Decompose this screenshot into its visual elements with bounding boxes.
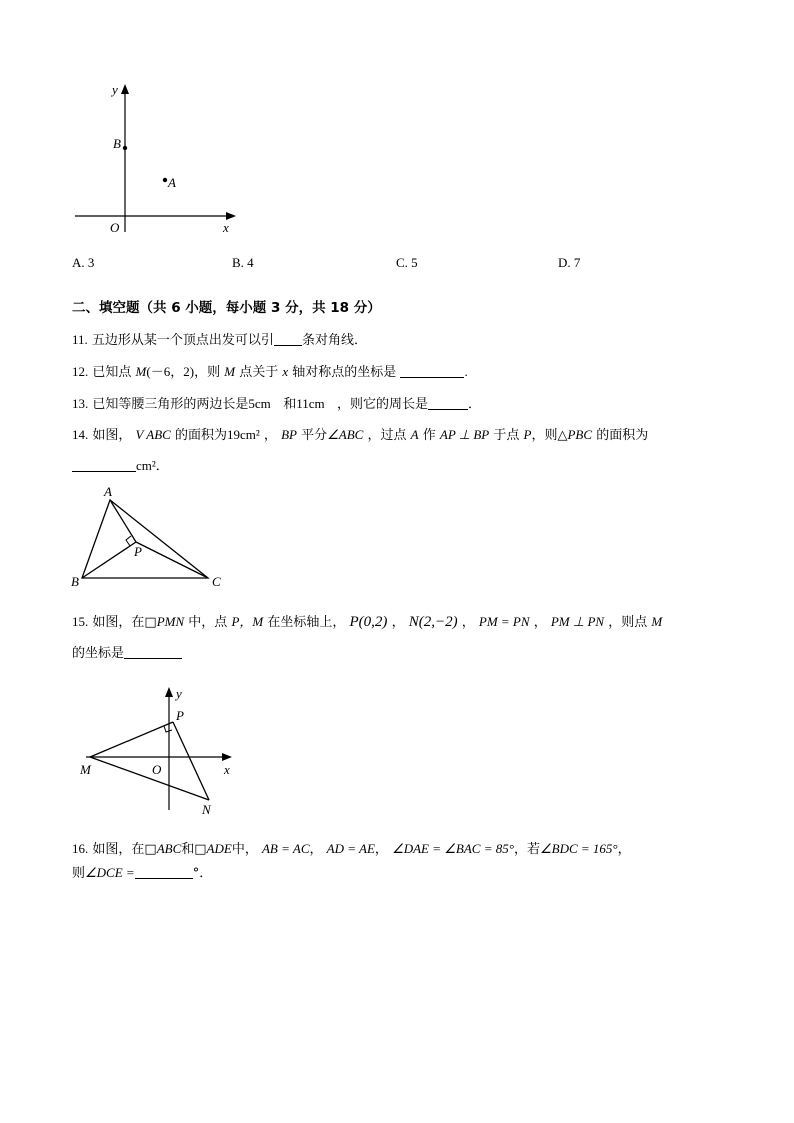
figure-coordinate-points [70, 80, 240, 240]
triangle-abc [82, 500, 208, 578]
question-text: 轴对称点的坐标是 [292, 365, 397, 380]
point-a-label: A [168, 175, 176, 190]
question-number: 14. [72, 427, 89, 442]
origin-label: O [110, 220, 120, 235]
question-text: ， [263, 428, 277, 443]
question-text: 五边形从某一个顶点出发可以引 [91, 333, 274, 348]
question-number: 12. [72, 364, 89, 379]
x-axis-arrow [226, 212, 236, 220]
point-a [163, 178, 167, 182]
answer-blank[interactable] [400, 365, 464, 378]
question-15 [72, 611, 662, 631]
math-term: A [410, 427, 419, 442]
question-text: 作 [422, 428, 436, 443]
y-axis-arrow [165, 687, 173, 697]
section-heading: 二、填空题（共 6 小题，每小题 3 分，共 18 分） [72, 300, 381, 316]
answer-blank[interactable] [135, 866, 193, 879]
label-n: N [202, 802, 211, 817]
question-text: 中， [231, 842, 258, 857]
question-number: 11. [72, 332, 88, 347]
math-term: ∠DAE = ∠BAC = 85° [392, 841, 514, 856]
unit: cm²． [136, 458, 169, 473]
x-label: x [224, 762, 230, 777]
question-text: 的面积为 [174, 428, 227, 443]
question-text: 如图，在□ [92, 842, 157, 857]
math-term: P(0,2) [349, 614, 388, 630]
math-term: V ABC [135, 427, 171, 442]
label-p: P [176, 708, 184, 723]
figure-coordinate-pmn [76, 682, 246, 817]
question-text: 和□ [181, 842, 207, 857]
question-text: 已知点 [92, 365, 132, 380]
label-a: A [104, 484, 112, 499]
label-p: P [134, 544, 142, 559]
math-term: x [282, 364, 289, 379]
math-term: PMN [156, 614, 185, 629]
question-text: 点关于 [239, 365, 279, 380]
label-m: M [80, 762, 91, 777]
label-o: O [152, 762, 162, 777]
math-term: PM ⊥ PN [550, 614, 605, 629]
separator: ， [533, 615, 547, 630]
separator: ， [617, 842, 631, 857]
question-text: 于点 [493, 428, 520, 443]
question-text: ，则△ [531, 428, 568, 443]
math-term: P [523, 427, 532, 442]
separator: ， [461, 615, 475, 630]
option-b[interactable]: B. 4 [232, 255, 254, 270]
math-term: PBC [567, 427, 593, 442]
math-term: 5cm [248, 396, 271, 411]
question-text: 在坐标轴上， [267, 615, 346, 630]
end-mark: ． [468, 397, 482, 412]
math-term: P，M [231, 614, 264, 629]
question-text: 如图，在□ [92, 615, 157, 630]
math-term: ∠ABC [327, 427, 364, 442]
question-text: 的坐标是 [72, 646, 125, 661]
math-term: AP ⊥ BP [439, 427, 490, 442]
question-text: 已知等腰三角形的两边长是 [92, 397, 249, 412]
figure-triangle-abc [68, 482, 238, 592]
question-text: 的面积为 [596, 428, 649, 443]
option-c[interactable]: C. 5 [396, 255, 418, 270]
question-15-cont [72, 642, 182, 661]
y-axis-arrow [121, 84, 129, 94]
question-text: 和 [283, 397, 297, 412]
right-angle-mark [164, 726, 172, 732]
question-14-cont [72, 455, 169, 474]
segment-pc [136, 542, 208, 578]
question-text: 则 [72, 866, 86, 881]
separator: ， [391, 615, 405, 630]
math-term: 11cm [296, 396, 325, 411]
end-mark: °． [192, 866, 213, 881]
question-13 [72, 393, 481, 412]
math-term: ∠DCE = [85, 865, 135, 880]
x-label: x [223, 220, 229, 235]
segment-mn [90, 757, 209, 800]
answer-blank[interactable] [428, 397, 468, 410]
y-label: y [112, 82, 118, 97]
math-term: ∠BDC = 165° [539, 841, 618, 856]
math-term: BP [281, 427, 297, 442]
math-term: AD = AE [326, 841, 375, 856]
label-b: B [71, 574, 79, 589]
x-axis-arrow [222, 753, 232, 761]
question-number: 16. [72, 841, 89, 856]
point-b-label: B [113, 136, 121, 151]
question-text: 中，点 [188, 615, 228, 630]
question-text: 平分 [301, 428, 328, 443]
math-term: ABC [156, 841, 182, 856]
end-mark: . [464, 364, 468, 379]
separator: ， [374, 842, 388, 857]
math-term: M [224, 364, 236, 379]
question-14 [72, 424, 648, 443]
answer-blank[interactable] [124, 646, 182, 659]
question-text: ，则它的周长是 [337, 397, 429, 412]
y-label: y [176, 686, 182, 701]
math-term: PM = PN [478, 614, 530, 629]
right-angle-mark [126, 536, 131, 546]
question-text: ，若 [513, 842, 540, 857]
answer-blank[interactable] [274, 333, 302, 346]
label-c: C [212, 574, 221, 589]
math-term: M [135, 364, 147, 379]
question-number: 15. [72, 614, 89, 629]
math-term: (－6，2) [146, 364, 195, 379]
question-12 [72, 361, 468, 380]
math-term: 19cm² [226, 427, 260, 442]
question-text: ，则 [194, 365, 221, 380]
question-text: ，则点 [608, 615, 648, 630]
point-b [123, 146, 127, 150]
option-a[interactable]: A. 3 [72, 255, 95, 270]
segment-mp [90, 722, 173, 757]
math-term: ADE [206, 841, 232, 856]
question-16 [72, 838, 631, 857]
math-term: N(2,−2) [408, 614, 458, 630]
question-text: ，过点 [367, 428, 407, 443]
option-d[interactable]: D. 7 [558, 255, 581, 270]
answer-blank[interactable] [72, 459, 136, 472]
question-11 [72, 329, 367, 348]
question-text: 条对角线． [301, 333, 367, 348]
segment-ap [110, 500, 136, 542]
math-term: M [651, 614, 663, 629]
question-text: 如图， [92, 428, 132, 443]
math-term: AB = AC [261, 841, 310, 856]
question-number: 13. [72, 396, 89, 411]
separator: ， [309, 842, 323, 857]
question-16-cont [72, 862, 212, 881]
segment-bp [82, 542, 136, 578]
